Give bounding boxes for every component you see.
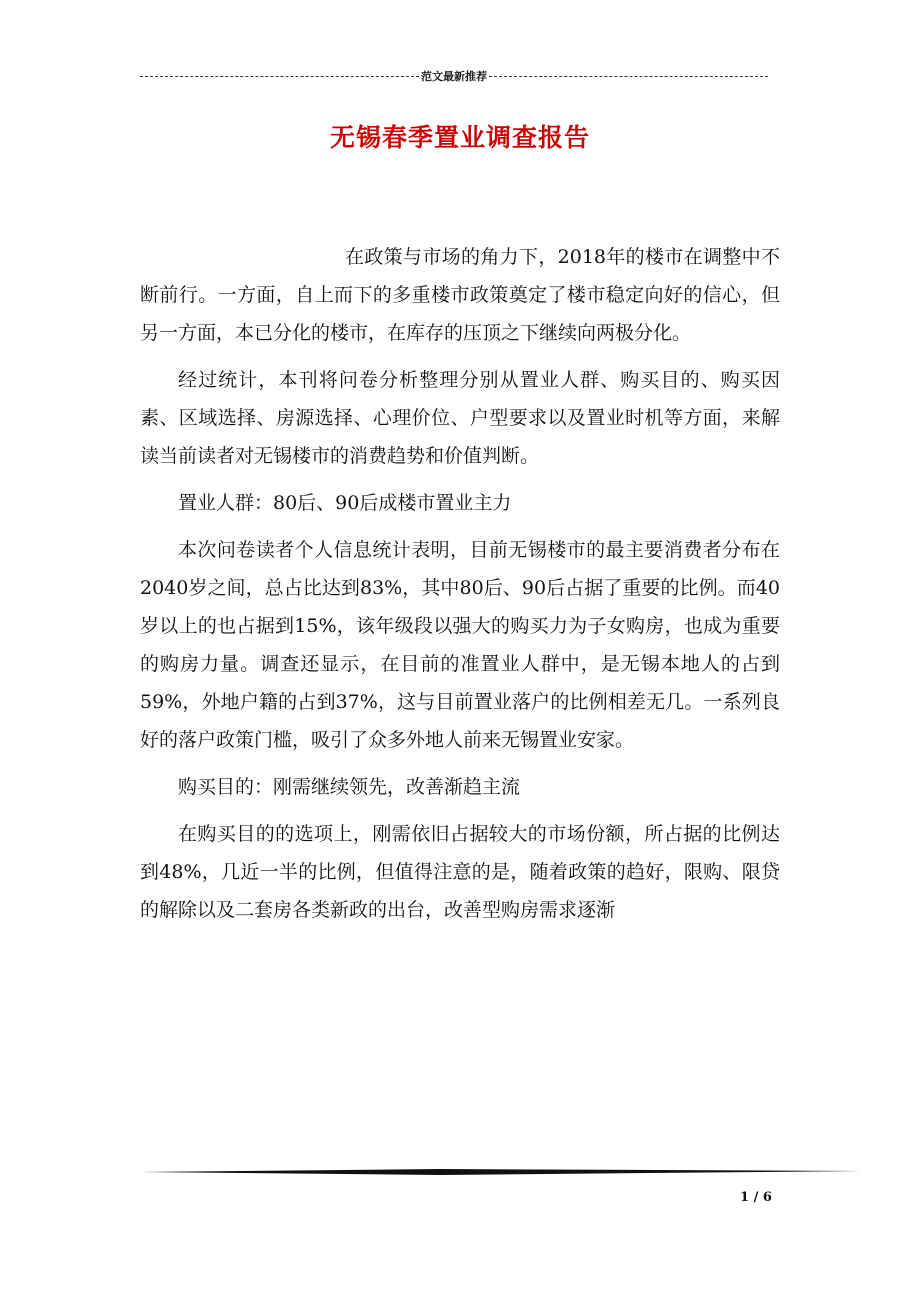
- header-dash-left: [140, 76, 419, 77]
- paragraph-intro: 在政策与市场的角力下，2018年的楼市在调整中不断前行。一方面，自上而下的多重楼市政策奠定了楼市稳定向好的信心，但另一方面，本已分化的楼市，在库存的压顶之下继续向两极分化。: [140, 246, 780, 344]
- header-label: 范文最新推荐: [421, 70, 487, 83]
- document-title: 无锡春季置业调查报告: [329, 123, 590, 152]
- document-body: [140, 238, 780, 938]
- header-dash-right: [489, 76, 768, 77]
- section-heading-buyers: 置业人群：80后、90后成楼市置业主力: [178, 492, 512, 514]
- paragraph-purpose: 在购买目的的选项上，刚需依旧占据较大的市场份额，所占据的比例达到48%，几近一半的比例，但值得注意的是，随着政策的趋好，限购、限贷的解除以及二套房各类新政的出台，改善型购房需求逐渐: [140, 823, 780, 921]
- page-number: 1 / 6: [740, 1190, 772, 1205]
- section-heading-purpose: 购买目的：刚需继续领先，改善渐趋主流: [178, 776, 521, 798]
- page-header: [140, 66, 768, 86]
- paragraph-method: 经过统计，本刊将问卷分析整理分别从置业人群、购买目的、购买因素、区域选择、房源选择、心理价位、户型要求以及置业时机等方面，来解读当前读者对无锡楼市的消费趋势和价值判断。: [140, 369, 780, 467]
- paragraph-buyers: 本次问卷读者个人信息统计表明，目前无锡楼市的最主要消费者分布在2040岁之间，总占比达到83%，其中80后、90后占据了重要的比例。而40岁以上的也占据到15%，该年级段以强大的购买力为子女购房，也成为重要的购房力量。调查还显示，在目前的准置业人群中，是无锡本地人的占到59%，外地户籍的占到37%，这与目前置业落户的比例相差无几。一系列良好的落户政策门槛，吸引了众多外地人前来无锡置业安家。: [140, 539, 780, 751]
- footer-rule: [140, 1168, 862, 1176]
